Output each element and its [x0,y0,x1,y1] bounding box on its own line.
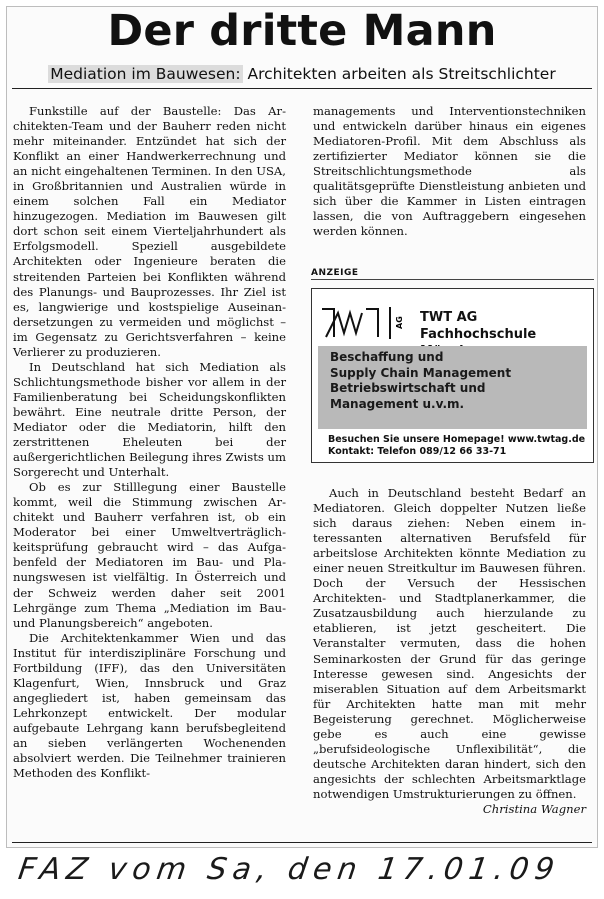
article-subtitle [0,64,604,84]
ad-offer-line: Management u.v.m. [330,396,465,411]
top-rule [12,88,592,89]
paragraph: In Deutschland hat sich Mediation als Schlichtungsmethode bisher vor allem in der Familienberatung bei Scheidungskonflikten bewährt. Eine neutrale dritte Person, der Mediator oder die Mediatorin, hilft den zerstrittenen Eheleuten bei der außergerichtlichen Beilegung ihres Zwists um Sorgerecht und Unterhalt. [13,359,286,480]
ad-offer-line: Beschaffung und [330,350,444,364]
paragraph: Funkstille auf der Baustelle: Das Architekten-Team und der Bauherr reden nicht mehr miteinander. Entzündet hat sich der Konflikt an einer Handwerkerrechnung und an nicht eingehaltenen Terminen. In den USA, in Großbritannien und Australien würde in einem solchen Fall ein Mediator hinzugezogen. Mediation im Bauwesen gilt dort schon seit einem Vierteljahrhundert als Erfolgsmodell. Speziell ausgebildete Architekten oder Ingenieure beraten die streitenden Parteien bei Konflikten während des Planungs- und Bauprozesses. Ihr Ziel ist es, langwierige und kostspielige Auseinandersetzungen zu vermeiden und möglichst – im Gegensatz zu Gerichtsverfahren – keine Verlierer zu produzieren. [13,104,286,359]
ad-offer-line: Betriebswirtschaft und [330,381,486,395]
bottom-rule [12,842,592,843]
subtitle-rest: Architekten arbeiten als Streitschlichter [242,65,556,83]
paragraph: managements und Interventionstechniken und entwickeln darüber hinaus ein eigenes Mediatoren-Profil. Mit dem Abschluss als zertifizierter Mediator können sie die Streitschlichtungsmethode als qualitätsgeprüfte Dienstleistung anbieten und sich über die Kammer in Listen eintragen lassen, die von Auftraggebern eingesehen werden können. [313,104,586,239]
paragraph: Die Architektenkammer Wien und das Institut für interdisziplinäre Forschung und Fortbildung (IFF), das den Universitäten Klagenfurt, Wien, Innsbruck und Graz angegliedert ist, haben gemeinsam das Lehrkonzept entwickelt. Der modular aufgebaute Lehrgang kann berufsbegleitend an sieben verlängerten Wochenenden absolviert werden. Die Teilnehmer trainieren Methoden des Konflikt- [13,630,286,781]
ad-homepage: Besuchen Sie unsere Homepage! www.twtag.de [328,434,586,445]
ad-offer-box [318,346,587,429]
advertisement [311,288,594,463]
twt-logo-icon [320,303,408,343]
handwritten-source-note: FAZ vom Sa, den 17.01.09 [16,852,563,887]
paragraph [313,486,586,816]
ad-phone: Kontakt: Telefon 089/12 66 33-71 [328,446,507,457]
paragraph-text: Auch in Deutschland besteht Bedarf an Mediatoren. Gleich doppelter Nutzen ließe sich daraus ziehen: Neben einem interessanten alternativen Berufsfeld für arbeitslose Architekten könnte Mediation zu einer neuen Streitkultur im Bauwesen führen. Doch der Versuch der Hessischen Architekten- und Stadtplanerkammer, die Zusatzausbildung auch hierzulande zu etablieren, ist jetzt gescheitert. Die Veranstalter vermuten, dass die hohen Seminarkosten der Grund für das geringe Interesse gewesen sind. Angesichts der miserablen Situation auf dem Arbeitsmarkt für Architekten hatte man mit mehr Begeisterung gerechnet. Möglicherweise gebe es auch eine gewisse „berufsideologische Unflexibilität“, die deutsche Architekten daran hindert, sich den angesichts der schlechten Arbeitsmarktlage notwendigen Umstrukturierungen zu öffnen. [313,486,586,801]
ad-label: ANZEIGE [311,268,359,278]
paragraph: Ob es zur Stilllegung einer Baustelle kommt, weil die Stimmung zwischen Architekt und Bauherr verfahren ist, ob ein Moderator bei einer Umweltverträglichkeitsprüfung gebraucht wird – das Aufgabenfeld der Mediatoren im Bau- und Planungswesen ist vielfältig. In Österreich und der Schweiz werden daher seit 2001 Lehrgänge zum Thema „Mediation im Bau- und Planungsbereich“ angeboten. [13,480,286,630]
article-column-left [13,104,286,781]
ad-offer-text [330,350,511,412]
article-column-right-top [313,104,586,239]
article-headline: Der dritte Mann [107,6,497,56]
svg-text:AG: AG [395,316,404,329]
article-column-right-bottom [313,486,586,817]
ad-company-name: TWT AG [420,310,478,325]
author-byline: Christina Wagner [482,801,586,816]
ad-company-school: Fachhochschule [420,327,537,342]
ad-contact [328,434,585,458]
subtitle-highlight: Mediation im Bauwesen: [50,65,241,83]
ad-divider [311,279,594,280]
ad-offer-line: Supply Chain Management [330,365,512,380]
